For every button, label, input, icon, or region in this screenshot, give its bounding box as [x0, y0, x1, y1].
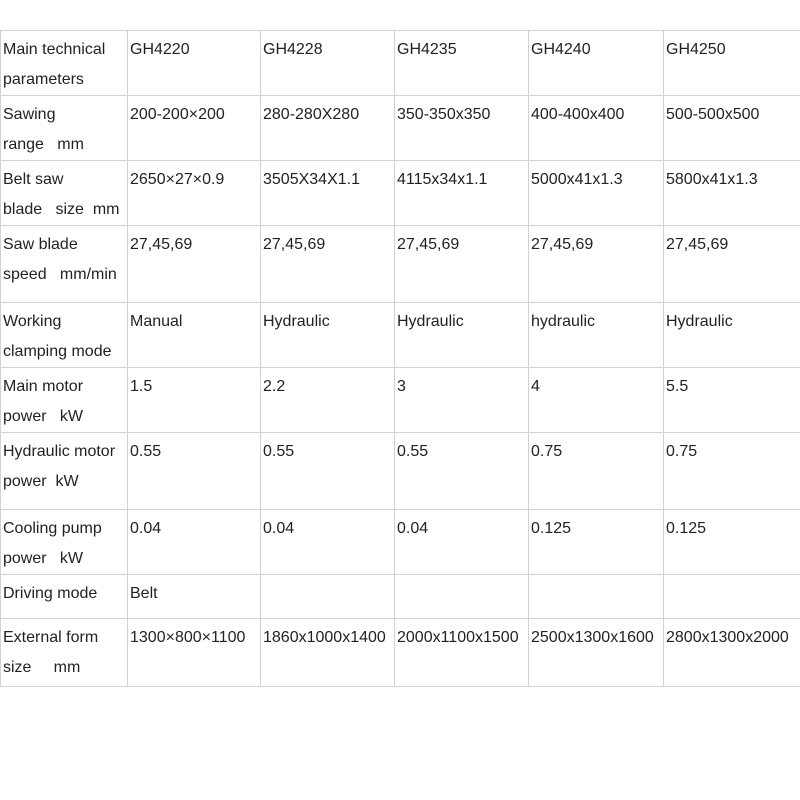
table-row	[1, 303, 800, 368]
table-cell: 1860x1000x1400	[261, 619, 395, 687]
table-cell: 5800x41x1.3	[664, 161, 800, 226]
table-row	[1, 575, 800, 619]
table-cell: 0.125	[529, 510, 664, 575]
row-label-cell: Working clamping mode	[1, 303, 128, 368]
header-cell-parameters: Main technical parameters	[1, 31, 128, 96]
table-cell: Hydraulic	[664, 303, 800, 368]
table-cell: 27,45,69	[395, 226, 529, 303]
table-cell: 0.125	[664, 510, 800, 575]
table-cell: 0.04	[128, 510, 261, 575]
table-cell: 2650×27×0.9	[128, 161, 261, 226]
table-row-header	[1, 31, 800, 96]
table-cell: 400-400x400	[529, 96, 664, 161]
header-cell-model: GH4240	[529, 31, 664, 96]
row-label-cell: Hydraulic motor power kW	[1, 433, 128, 510]
table-cell: Hydraulic	[395, 303, 529, 368]
header-cell-model: GH4235	[395, 31, 529, 96]
table-cell: 27,45,69	[664, 226, 800, 303]
table-cell: 0.04	[395, 510, 529, 575]
header-cell-model: GH4250	[664, 31, 800, 96]
row-label-cell: Driving mode	[1, 575, 128, 619]
table-row	[1, 433, 800, 510]
table-cell: 4115x34x1.1	[395, 161, 529, 226]
table-row	[1, 510, 800, 575]
table-cell: 2500x1300x1600	[529, 619, 664, 687]
table-cell: 200-200×200	[128, 96, 261, 161]
table-cell: 5000x41x1.3	[529, 161, 664, 226]
row-label-cell: Saw blade speed mm/min	[1, 226, 128, 303]
table-cell: 1.5	[128, 368, 261, 433]
table-cell	[261, 575, 395, 619]
table-cell: 4	[529, 368, 664, 433]
header-cell-model: GH4220	[128, 31, 261, 96]
table-cell: 0.55	[395, 433, 529, 510]
table-cell: 0.55	[261, 433, 395, 510]
table-cell: 280-280X280	[261, 96, 395, 161]
table-row	[1, 161, 800, 226]
table-cell: 2.2	[261, 368, 395, 433]
row-label-cell: External form size mm	[1, 619, 128, 687]
spec-table	[0, 30, 800, 687]
table-cell: 27,45,69	[529, 226, 664, 303]
table-cell	[395, 575, 529, 619]
table-cell	[664, 575, 800, 619]
table-cell: 1300×800×1100	[128, 619, 261, 687]
table-cell: 350-350x350	[395, 96, 529, 161]
table-cell: 27,45,69	[261, 226, 395, 303]
table-cell: 27,45,69	[128, 226, 261, 303]
table-cell: 0.55	[128, 433, 261, 510]
table-row	[1, 619, 800, 687]
row-label-cell: Main motor power kW	[1, 368, 128, 433]
table-cell: 500-500x500	[664, 96, 800, 161]
row-label-cell: Sawing range mm	[1, 96, 128, 161]
table-cell: 3	[395, 368, 529, 433]
row-label-cell: Cooling pump power kW	[1, 510, 128, 575]
table-cell: 2800x1300x2000	[664, 619, 800, 687]
table-row	[1, 226, 800, 303]
table-cell: 5.5	[664, 368, 800, 433]
table-cell: Hydraulic	[261, 303, 395, 368]
table-row	[1, 96, 800, 161]
table-cell	[529, 575, 664, 619]
table-cell: 2000x1100x1500	[395, 619, 529, 687]
table-cell: 0.75	[529, 433, 664, 510]
table-cell: 3505X34X1.1	[261, 161, 395, 226]
header-cell-model: GH4228	[261, 31, 395, 96]
table-cell: hydraulic	[529, 303, 664, 368]
table-cell: 0.75	[664, 433, 800, 510]
table-cell: Belt	[128, 575, 261, 619]
table-row	[1, 368, 800, 433]
table-cell: 0.04	[261, 510, 395, 575]
row-label-cell: Belt saw blade size mm	[1, 161, 128, 226]
table-cell: Manual	[128, 303, 261, 368]
